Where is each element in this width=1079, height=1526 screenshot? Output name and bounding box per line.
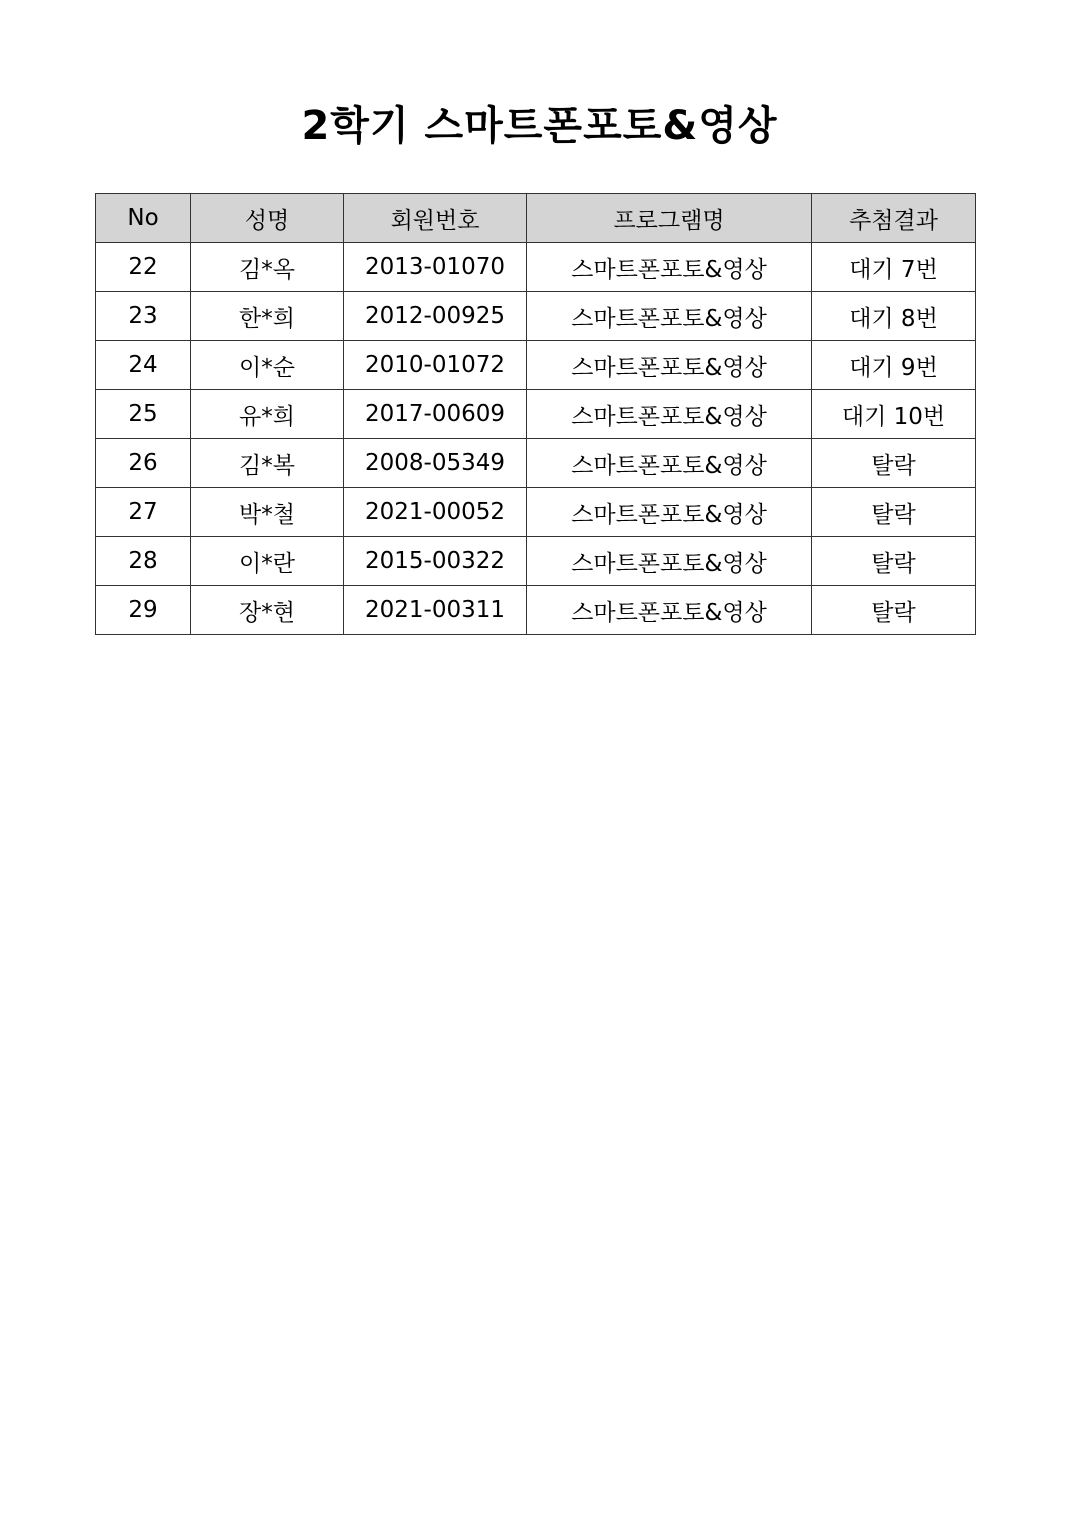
header-program: 프로그램명 [527, 194, 812, 243]
cell-member-id: 2017-00609 [344, 390, 527, 439]
cell-no: 28 [96, 537, 191, 586]
cell-no: 22 [96, 243, 191, 292]
cell-name: 박*철 [191, 488, 344, 537]
cell-name: 이*란 [191, 537, 344, 586]
table-header-row [96, 194, 976, 243]
table-row [96, 488, 976, 537]
cell-name: 유*희 [191, 390, 344, 439]
page-title: 2학기 스마트폰포토&영상 [301, 103, 778, 149]
cell-result: 대기 8번 [812, 292, 976, 341]
cell-result: 탈락 [812, 537, 976, 586]
cell-result: 탈락 [812, 439, 976, 488]
cell-member-id: 2021-00311 [344, 586, 527, 635]
cell-program: 스마트폰포토&영상 [527, 292, 812, 341]
table-row [96, 586, 976, 635]
header-no: No [96, 194, 191, 243]
header-member-id: 회원번호 [344, 194, 527, 243]
header-name: 성명 [191, 194, 344, 243]
table-row [96, 537, 976, 586]
cell-member-id: 2008-05349 [344, 439, 527, 488]
cell-result: 대기 7번 [812, 243, 976, 292]
cell-program: 스마트폰포토&영상 [527, 243, 812, 292]
cell-program: 스마트폰포토&영상 [527, 488, 812, 537]
table-row [96, 292, 976, 341]
cell-no: 29 [96, 586, 191, 635]
cell-no: 23 [96, 292, 191, 341]
cell-no: 24 [96, 341, 191, 390]
cell-no: 26 [96, 439, 191, 488]
cell-member-id: 2012-00925 [344, 292, 527, 341]
cell-name: 한*희 [191, 292, 344, 341]
cell-member-id: 2021-00052 [344, 488, 527, 537]
cell-result: 탈락 [812, 488, 976, 537]
table-row [96, 243, 976, 292]
cell-no: 27 [96, 488, 191, 537]
table-row [96, 390, 976, 439]
cell-name: 김*복 [191, 439, 344, 488]
header-result: 추첨결과 [812, 194, 976, 243]
cell-name: 이*순 [191, 341, 344, 390]
cell-program: 스마트폰포토&영상 [527, 537, 812, 586]
cell-member-id: 2013-01070 [344, 243, 527, 292]
cell-program: 스마트폰포토&영상 [527, 586, 812, 635]
cell-member-id: 2015-00322 [344, 537, 527, 586]
cell-program: 스마트폰포토&영상 [527, 439, 812, 488]
cell-member-id: 2010-01072 [344, 341, 527, 390]
cell-result: 대기 10번 [812, 390, 976, 439]
cell-name: 김*옥 [191, 243, 344, 292]
cell-no: 25 [96, 390, 191, 439]
cell-program: 스마트폰포토&영상 [527, 341, 812, 390]
cell-result: 탈락 [812, 586, 976, 635]
table-row [96, 341, 976, 390]
cell-name: 장*현 [191, 586, 344, 635]
table-row [96, 439, 976, 488]
lottery-result-table [95, 193, 976, 635]
cell-result: 대기 9번 [812, 341, 976, 390]
cell-program: 스마트폰포토&영상 [527, 390, 812, 439]
